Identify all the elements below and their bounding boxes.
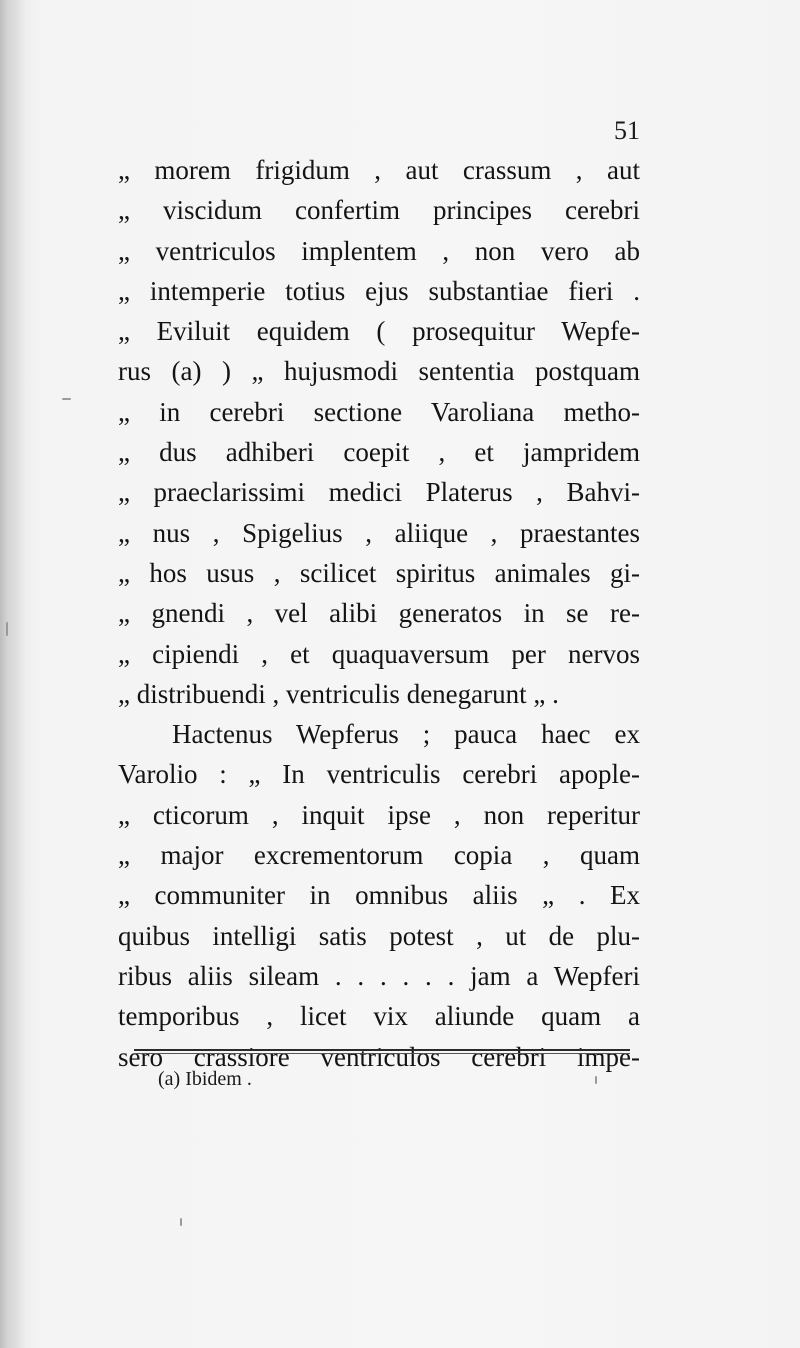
text-line: „ ventriculos implentem , non vero ab (118, 235, 640, 266)
text-line: „ praeclarissimi medici Platerus , Bahvi- (118, 477, 640, 508)
main-text (118, 150, 640, 1077)
text-line: „ communiter in omnibus aliis „ . Ex (118, 880, 640, 911)
paragraph-start-line: Hactenus Wepferus ; pauca haec ex (172, 719, 640, 750)
text-line: „ Eviluit equidem ( prosequitur Wepfe- (118, 316, 640, 347)
text-line: „ distribuendi , ventriculis denegarunt „ . (118, 678, 559, 709)
text-line: „ cipiendi , et quaquaversum per nervos (118, 638, 640, 669)
text-line: „ in cerebri sectione Varoliana metho- (118, 396, 640, 427)
paper-speck (6, 622, 8, 636)
text-line: temporibus , licet vix aliunde quam a (118, 1001, 640, 1032)
text-line: „ morem frigidum , aut crassum , aut (118, 155, 640, 185)
page-number: 51 (614, 116, 640, 145)
text-line: rus (a) ) „ hujusmodi sententia postquam (118, 356, 640, 387)
text-line: „ gnendi , vel alibi generatos in se re- (118, 598, 640, 629)
text-line: quibus intelligi satis potest , ut de plu- (118, 920, 640, 951)
text-line: „ cticorum , inquit ipse , non reperitur (118, 799, 640, 830)
text-line: „ intemperie totius ejus substantiae fieri . (118, 275, 640, 306)
text-line: ribus aliis sileam . . . . . . jam a Wepferi (118, 960, 640, 991)
text-line: „ nus , Spigelius , aliique , praestantes (118, 517, 640, 548)
text-line: „ viscidum confertim principes cerebri (118, 195, 640, 226)
text-line: „ major excrementorum copia , quam (118, 840, 640, 871)
footnote: (a) Ibidem . (158, 1068, 252, 1090)
footnote-rule-thin (134, 1053, 630, 1054)
text-line: sero crassiore ventriculos cerebri impe- (118, 1041, 640, 1072)
paper-speck (62, 398, 71, 400)
paper-speck (595, 1076, 597, 1084)
text-line: „ dus adhiberi coepit , et jampridem (118, 437, 640, 468)
page-gutter-shadow (0, 0, 26, 1348)
footnote-rule (134, 1049, 630, 1051)
paper-speck (180, 1218, 182, 1226)
text-line: „ hos usus , scilicet spiritus animales gi- (118, 557, 640, 588)
text-line: Varolio : „ In ventriculis cerebri apople- (118, 759, 640, 790)
